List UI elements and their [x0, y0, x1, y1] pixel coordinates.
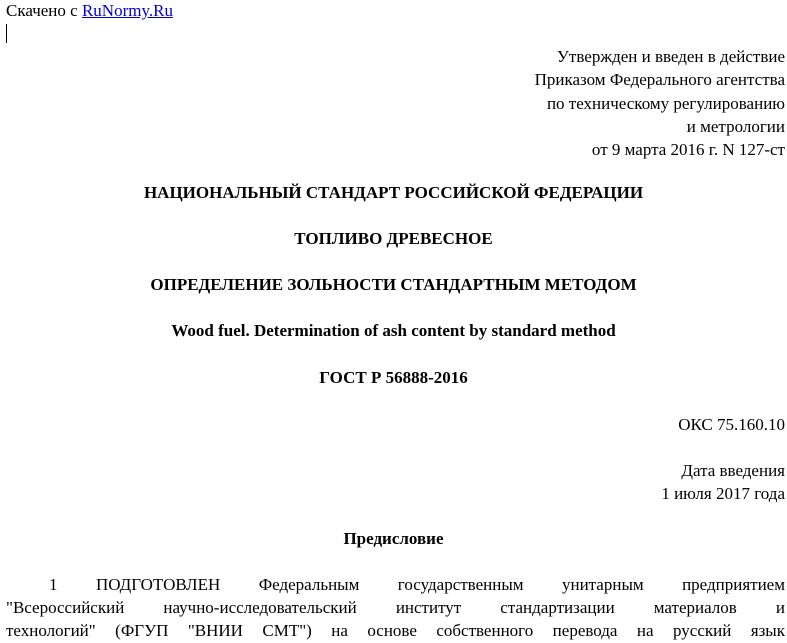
text-cursor: [6, 24, 7, 43]
english-title: Wood fuel. Determination of ash content by standard method: [171, 321, 616, 340]
approval-line: и метрологии: [686, 116, 785, 136]
preface-paragraph: [6, 573, 785, 643]
preface-line: "Всероссийский научно-исследовательский институт стандартизации материалов и: [6, 598, 785, 618]
approval-line: по техническому регулированию: [546, 93, 785, 113]
intro-date-block: [661, 459, 785, 505]
standard-type-heading: НАЦИОНАЛЬНЫЙ СТАНДАРТ РОССИЙСКОЙ ФЕДЕРАЦИИ: [143, 183, 644, 202]
standard-code: ГОСТ Р 56888-2016: [319, 368, 468, 387]
approval-block: [535, 45, 785, 161]
source-prefix: Скачено с: [6, 1, 78, 20]
source-link[interactable]: RuNormy.Ru: [81, 1, 173, 20]
approval-line: Утвержден и введен в действие: [556, 47, 785, 66]
approval-line: Приказом Федерального агентства: [534, 70, 785, 90]
source-line: [6, 1, 173, 21]
approval-line: от 9 марта 2016 г. N 127-ст: [591, 140, 785, 160]
preface-line: технологий" (ФГУП "ВНИИ СМТ") на основе собственного перевода на русский язык: [6, 621, 785, 641]
subject-heading: ТОПЛИВО ДРЕВЕСНОЕ: [294, 229, 493, 248]
preface-line: 1 ПОДГОТОВЛЕН Федеральным государственным унитарным предприятием: [49, 575, 785, 594]
intro-date-value: 1 июля 2017 года: [661, 484, 785, 503]
method-heading: ОПРЕДЕЛЕНИЕ ЗОЛЬНОСТИ СТАНДАРТНЫМ МЕТОДОМ: [150, 275, 637, 294]
oks-code: ОКС 75.160.10: [678, 415, 785, 434]
preface-heading: Предисловие: [343, 529, 444, 548]
intro-date-label: Дата введения: [681, 461, 785, 480]
